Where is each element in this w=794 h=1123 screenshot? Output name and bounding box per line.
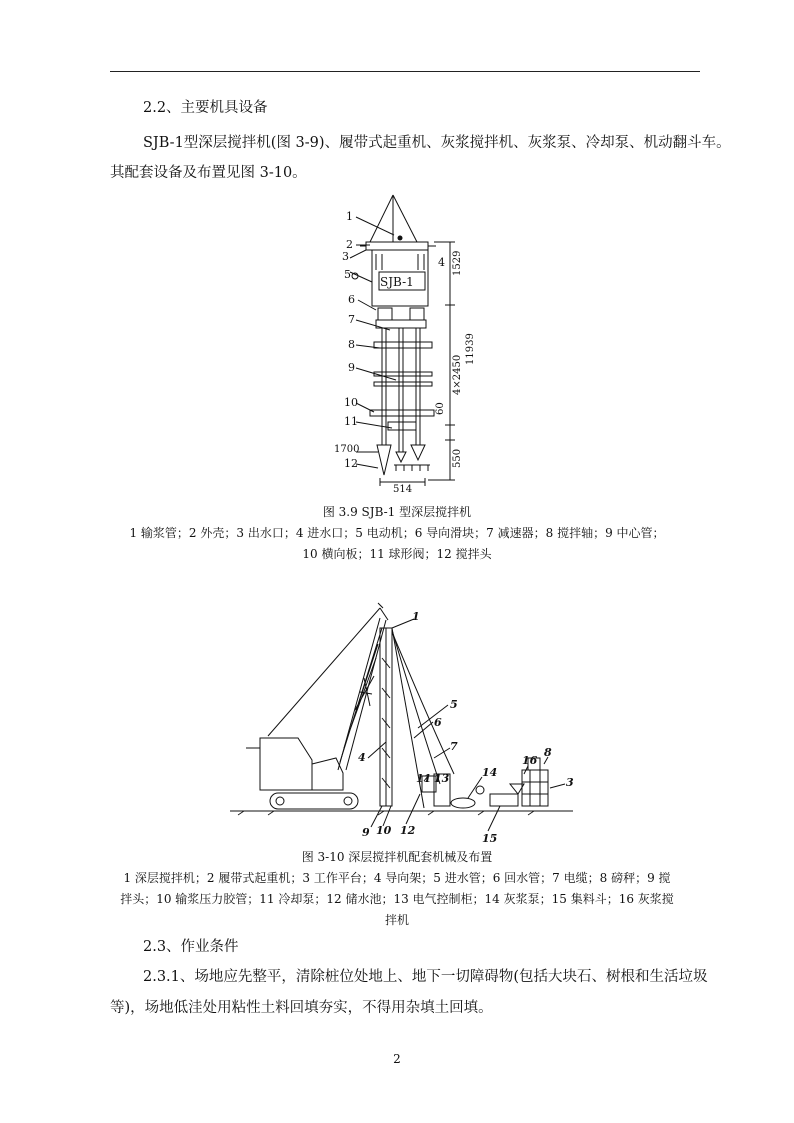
- callout-11: 11: [344, 415, 358, 428]
- dim-1529: 1529: [452, 250, 463, 276]
- callout-3: 3: [342, 250, 349, 263]
- figure-3-9-legend-line2: 10 横向板；11 球形阀；12 搅拌头: [302, 547, 492, 561]
- callout-9: 9: [362, 826, 370, 839]
- callout-4: 4: [358, 751, 366, 764]
- header-rule: [110, 71, 700, 72]
- callout-5: 5: [450, 698, 458, 711]
- callout-9: 9: [348, 361, 355, 374]
- callout-16: 16: [522, 754, 538, 767]
- callout-7: 7: [348, 313, 355, 326]
- callout-2: 2: [346, 238, 353, 251]
- callout-1: 1: [412, 610, 420, 623]
- figure-3-10-caption: 图 3-10 深层搅拌机配套机械及布置: [301, 850, 493, 864]
- dim-514: 514: [393, 484, 413, 495]
- callout-12: 12: [400, 824, 416, 837]
- callout-14: 14: [482, 766, 498, 779]
- figure-3-10-legend-line3: 拌机: [384, 913, 409, 927]
- figure-3-10-legend-line2: 拌头；10 输浆压力胶管；11 冷却泵；12 储水池；13 电气控制柜；14 灰浆泵；15 集料斗；16 灰浆搅: [120, 892, 674, 906]
- callout-5: 5: [344, 268, 351, 281]
- figure-3-9-caption: 图 3.9 SJB-1 型深层搅拌机: [322, 505, 472, 519]
- callout-11: 11: [416, 772, 432, 785]
- equipment-paragraph-line1: SJB-1型深层搅拌机(图 3-9)、履带式起重机、灰浆搅拌机、灰浆泵、冷却泵、机动翻斗车。: [143, 135, 731, 151]
- callout-4: 4: [438, 256, 445, 269]
- callout-13: 13: [434, 772, 450, 785]
- section-heading-2-3: 2.3、作业条件: [143, 939, 239, 955]
- conditions-paragraph-line1: 2.3.1、场地应先整平，清除桩位处地上、地下一切障碍物(包括大块石、树根和生活垃圾: [143, 969, 708, 985]
- page-number: 2: [393, 1052, 401, 1066]
- dim-60: 60: [435, 402, 446, 415]
- callout-8: 8: [348, 338, 355, 351]
- machine-label: SJB-1: [380, 275, 414, 289]
- figure-3-10-legend-line1: 1 深层搅拌机；2 履带式起重机；3 工作平台；4 导向架；5 进水管；6 回水管；7 电缆；8 磅秤；9 搅: [123, 871, 671, 885]
- callout-1: 1: [346, 210, 353, 223]
- callout-12: 12: [344, 457, 358, 470]
- callout-6: 6: [348, 293, 355, 306]
- dim-4x2450: 4×2450: [452, 354, 463, 395]
- equipment-paragraph-line2: 其配套设备及布置见图 3-10。: [110, 165, 307, 181]
- callout-10: 10: [344, 396, 358, 409]
- figure-3-10-diagram: [228, 598, 578, 850]
- dim-11939: 11939: [465, 333, 476, 365]
- callout-8: 8: [544, 746, 552, 759]
- callout-3: 3: [566, 776, 574, 789]
- dim-550: 550: [452, 448, 463, 468]
- conditions-paragraph-line2: 等)，场地低洼处用粘性土料回填夯实，不得用杂填土回填。: [110, 1000, 493, 1016]
- callout-6: 6: [434, 716, 442, 729]
- dim-1700: 1700: [334, 444, 360, 455]
- callout-7: 7: [450, 740, 458, 753]
- section-heading-2-2: 2.2、主要机具设备: [143, 100, 268, 116]
- figure-3-9-legend-line1: 1 输浆管；2 外壳；3 出水口；4 进水口；5 电动机；6 导向滑块；7 减速器；8 搅拌轴；9 中心管；: [129, 526, 665, 540]
- callout-10: 10: [376, 824, 392, 837]
- figure-3-9-diagram: [330, 190, 480, 504]
- callout-15: 15: [482, 832, 498, 845]
